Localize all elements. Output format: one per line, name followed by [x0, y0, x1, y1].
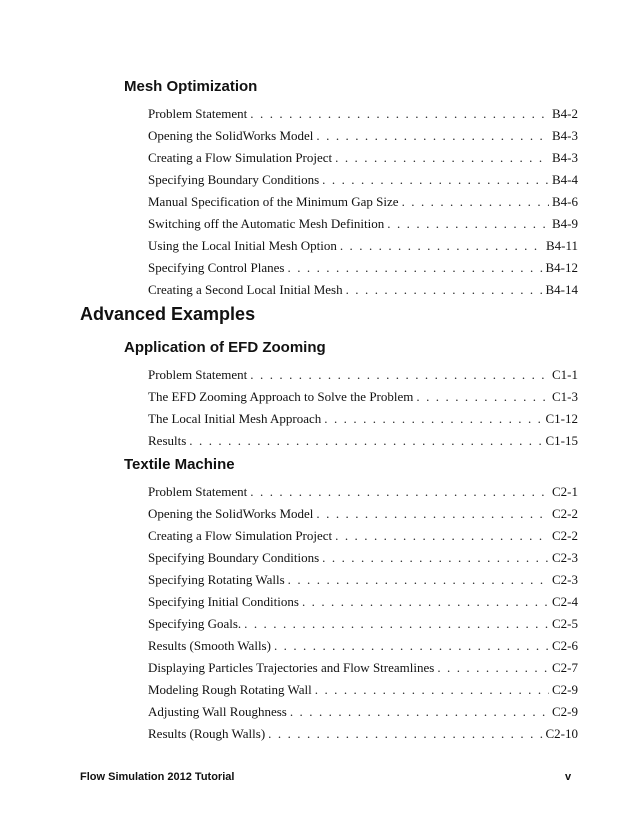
- dot-leader: [288, 572, 549, 588]
- toc-entry-title: Specifying Rotating Walls: [148, 572, 285, 587]
- toc-entry[interactable]: [148, 594, 578, 610]
- dot-leader: [316, 128, 549, 144]
- toc-entry-page: B4-14: [545, 282, 578, 297]
- toc-entry[interactable]: [148, 433, 578, 449]
- toc-entry-title: Specifying Initial Conditions: [148, 594, 299, 609]
- toc-entry-title: Specifying Control Planes: [148, 260, 285, 275]
- dot-leader: [322, 550, 549, 566]
- dot-leader: [335, 150, 549, 166]
- toc-entry-page: C2-1: [552, 484, 578, 499]
- toc-entry-title: Manual Specification of the Minimum Gap Size: [148, 194, 399, 209]
- toc-entry-page: C2-2: [552, 506, 578, 521]
- toc-entry-title: Results: [148, 433, 187, 448]
- toc-entry-title: Results (Rough Walls): [148, 726, 266, 741]
- toc-entry[interactable]: [148, 660, 578, 676]
- dot-leader: [274, 638, 549, 654]
- toc-entry-title: Creating a Flow Simulation Project: [148, 150, 333, 165]
- toc-entry[interactable]: [148, 572, 578, 588]
- toc-entry-page: B4-12: [545, 260, 578, 275]
- toc-entry-page: C1-3: [552, 389, 578, 404]
- toc-entry-page: C2-7: [552, 660, 578, 675]
- toc-entry-title: Using the Local Initial Mesh Option: [148, 238, 337, 253]
- toc-entry[interactable]: [148, 172, 578, 188]
- section-heading-efd-zooming: Application of EFD Zooming: [124, 339, 326, 356]
- toc-entry-title: Switching off the Automatic Mesh Definition: [148, 216, 385, 231]
- toc-entry-title: Specifying Boundary Conditions: [148, 550, 320, 565]
- toc-entry[interactable]: [148, 550, 578, 566]
- chapter-heading-advanced-examples: Advanced Examples: [80, 304, 256, 324]
- dot-leader: [290, 704, 549, 720]
- toc-entry[interactable]: [148, 106, 578, 122]
- toc-entry[interactable]: [148, 282, 578, 298]
- toc-entry-page: B4-9: [552, 216, 578, 231]
- toc-entry-title: The EFD Zooming Approach to Solve the Problem: [148, 389, 414, 404]
- section-heading-textile-machine: Textile Machine: [124, 456, 235, 473]
- toc-entry-title: Problem Statement: [148, 106, 248, 121]
- toc-entry-title: Results (Smooth Walls): [148, 638, 271, 653]
- toc-entry-page: C2-6: [552, 638, 578, 653]
- toc-entry[interactable]: [148, 616, 578, 632]
- toc-entry-page: B4-11: [545, 238, 578, 253]
- toc-entry[interactable]: [148, 389, 578, 405]
- dot-leader: [324, 411, 542, 427]
- toc-entry-page: C1-12: [545, 411, 578, 426]
- dot-leader: [316, 506, 549, 522]
- toc-entry-title: Opening the SolidWorks Model: [148, 128, 314, 143]
- dot-leader: [315, 682, 549, 698]
- toc-entry-title: Problem Statement: [148, 484, 248, 499]
- toc-entry-page: C2-9: [552, 704, 578, 719]
- toc-entry-page: C2-2: [552, 528, 578, 543]
- toc-entry-title: Creating a Second Local Initial Mesh: [148, 282, 343, 297]
- toc-entry-title: Displaying Particles Trajectories and Flow Streamlines: [148, 660, 435, 675]
- toc-entry-page: B4-2: [552, 106, 578, 121]
- toc-entry-page: C2-3: [552, 572, 578, 587]
- dot-leader: [387, 216, 549, 232]
- toc-entry[interactable]: [148, 238, 578, 254]
- toc-entry-page: B4-6: [552, 194, 578, 209]
- toc-entry[interactable]: [148, 726, 578, 742]
- dot-leader: [437, 660, 549, 676]
- dot-leader: [268, 726, 542, 742]
- toc-entry-page: C1-1: [552, 367, 578, 382]
- footer-title: Flow Simulation 2012 Tutorial: [80, 771, 235, 783]
- toc-entry[interactable]: [148, 484, 578, 500]
- toc-entry[interactable]: [148, 506, 578, 522]
- toc-entry[interactable]: [148, 260, 578, 276]
- dot-leader: [416, 389, 549, 405]
- toc-entry[interactable]: [148, 150, 578, 166]
- toc-entry-page: C2-4: [552, 594, 578, 609]
- toc-entry[interactable]: [148, 194, 578, 210]
- toc-entry[interactable]: [148, 128, 578, 144]
- toc-entry-page: C2-5: [552, 616, 578, 631]
- toc-entry-page: C1-15: [545, 433, 578, 448]
- dot-leader: [250, 367, 549, 383]
- toc-entry[interactable]: [148, 704, 578, 720]
- toc-entry-page: B4-3: [552, 150, 578, 165]
- toc-entry[interactable]: [148, 638, 578, 654]
- section-heading-mesh-optimization: Mesh Optimization: [124, 78, 258, 95]
- dot-leader: [340, 238, 543, 254]
- toc-entry[interactable]: [148, 528, 578, 544]
- dot-leader: [244, 616, 549, 632]
- toc-entry[interactable]: [148, 682, 578, 698]
- dot-leader: [302, 594, 549, 610]
- dot-leader: [346, 282, 543, 298]
- toc-entry-title: Specifying Boundary Conditions: [148, 172, 320, 187]
- toc-entry[interactable]: [148, 411, 578, 427]
- toc-entry[interactable]: [148, 367, 578, 383]
- toc-entry-title: Creating a Flow Simulation Project: [148, 528, 333, 543]
- toc-entry-page: C2-3: [552, 550, 578, 565]
- toc-entry-page: B4-3: [552, 128, 578, 143]
- dot-leader: [402, 194, 549, 210]
- dot-leader: [335, 528, 549, 544]
- toc-entry-title: Adjusting Wall Roughness: [148, 704, 287, 719]
- toc-entry[interactable]: [148, 216, 578, 232]
- toc-entry-title: Problem Statement: [148, 367, 248, 382]
- toc-entry-page: B4-4: [552, 172, 578, 187]
- toc-entry-title: Specifying Goals.: [148, 616, 242, 631]
- toc-entry-title: Opening the SolidWorks Model: [148, 506, 314, 521]
- dot-leader: [250, 484, 549, 500]
- toc-entry-title: The Local Initial Mesh Approach: [148, 411, 322, 426]
- dot-leader: [288, 260, 543, 276]
- dot-leader: [189, 433, 542, 449]
- toc-entry-page: C2-9: [552, 682, 578, 697]
- dot-leader: [250, 106, 549, 122]
- dot-leader: [322, 172, 549, 188]
- toc-entry-title: Modeling Rough Rotating Wall: [148, 682, 312, 697]
- page-number: v: [565, 771, 572, 783]
- toc-entry-page: C2-10: [545, 726, 578, 741]
